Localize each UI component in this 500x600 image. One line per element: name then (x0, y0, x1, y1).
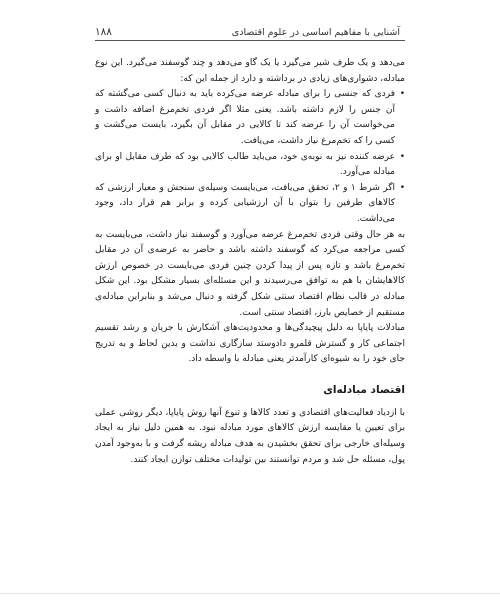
page-bottom-edge (0, 593, 500, 594)
paragraph-intro: می‌دهد و یک طرف شیر می‌گیرد یا یک گاو می‌دهد و چند گوسفند می‌گیرد. این نوع مبادله، دشواری‌های زیادی در برداشته و دارد از جمله این که: (95, 58, 405, 84)
section-heading: اقتصاد مبادله‌ای (323, 383, 405, 396)
bullet-item-1: • فردی که جنسی را برای مبادله عرضه می‌کرده باید به دنبال کسی می‌گشته که آن جنس را لازم داشته باشد. یعنی مثلا اگر فردی تخم‌مرغ اضافه داشت و می‌خواست آن را عرضه کند تا کالایی در مقابل آن بگیرد، بایست می‌گشت و کسی را که تخم‌مرغ نیاز داشت، می‌یافت. (95, 87, 405, 149)
paragraph-transition: مبادلات پایاپا به دلیل پیچیدگی‌ها و محدودیت‌های آشکارش با جریان و رشد تقسیم اجتماعی کار و گسترش قلمرو دادوستد سازگاری نداشت و بدین لحاظ و به تدریج جای خود را به شیوه‌ای کارآمدتر یعنی مبادله با واسطه داد. (95, 323, 405, 365)
paragraph-exchange-economy: با ازدیاد فعالیت‌های اقتصادی و تعدد کالاها و تنوع آنها روش پایاپا، دیگر روشی عملی برای تعیین یا مقایسه ارزش کالاهای مورد مبادله نبود. به همین دلیل نیاز به ایجاد وسیله‌ای خارجی برای تحقق بخشیدن به هدف مبادله ریشه گرفت و با به‌وجود آمدن پول، مسئله حل شد و مردم توانستند بین تولیدات مختلف توازن ایجاد کنند. (95, 407, 405, 465)
bullet-item-3: • اگر شرط ۱ و ۲، تحقق می‌یافت، می‌بایست وسیله‌ی سنجش و معیار ارزشی که کالاهای طرفین را بتوان با آن ارزشیابی کرده و برابر هم قرار داد، وجود می‌داشت. (95, 181, 405, 228)
bullet-item-2: • عرضه کننده نیز به نوبه‌ی خود، می‌باید طالب کالایی بود که طرف مقابل او برای مبادله می‌آورد. (95, 150, 405, 181)
running-header (95, 22, 400, 38)
body-text (95, 56, 405, 468)
running-title: آشنایی با مفاهیم اساسی در علوم اقتصادی (231, 27, 400, 38)
paragraph-barter: به هر حال وقتی فردی تخم‌مرغ عرضه می‌آورد و گوسفند نیاز داشت، می‌بایست به کسی مراجعه می‌کرد که گوسفند داشته باشد و حاضر به عرضه‌ی آن در مقابل تخم‌مرغ باشد و تازه پس از پیدا کردن چنین فردی می‌بایست در خصوص ارزش کالاهایشان با هم به توافق می‌رسیدند و این مسئله‌ای بسیار مشکل بود. این شکل مبادله در قالب نظام اقتصاد سنتی شکل گرفته و دنبال می‌شد و بنابراین مبادله‌ی مستقیم از خصایص بارز، اقتصاد سنتی است. (95, 229, 405, 318)
header-rule (95, 40, 405, 41)
page-number: ۱۸۸ (95, 26, 112, 38)
